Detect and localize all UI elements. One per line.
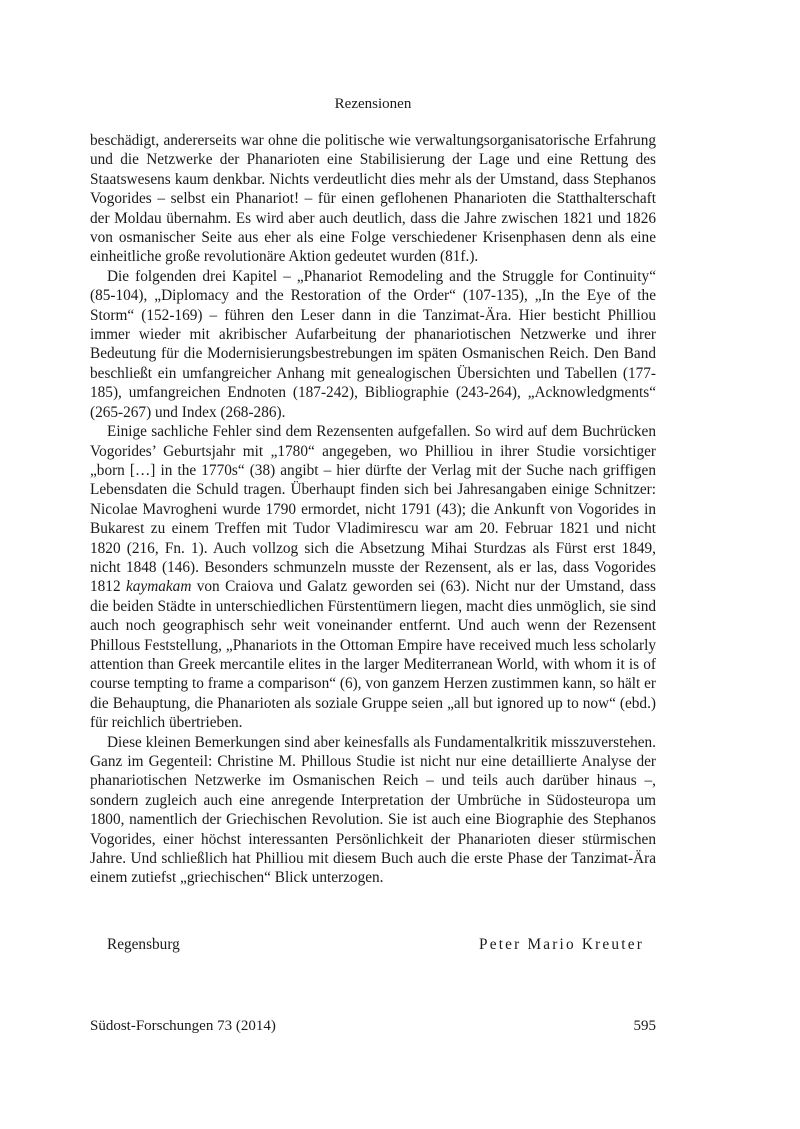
paragraph-2: Die folgenden drei Kapitel – „Phanariot Remodeling and the Struggle for Continuity“ (85-104), „Diplomacy and the Restoration of the Order“ (107-135), „In the Eye of the Storm“ (152-169) – führen den Leser dann in die Tanzimat-Ära. Hier besticht Philliou immer wieder mit akribischer Aufarbeitung der phanariotischen Netzwerke und ihrer Bedeutung für die Modernisierungsbestrebungen im späten Osmanischen Reich. Den Band beschließt ein umfangreicher Anhang mit genealogischen Übersichten und Tabellen (177-185), umfangreichen Endnoten (187-242), Bibliographie (243-264), „Acknowledgments“ (265-267) und Index (268-286).: [90, 267, 656, 421]
running-head: Rezensionen: [334, 96, 412, 112]
journal-citation: Südost-Forschungen 73 (2014): [90, 1018, 276, 1034]
paragraph-3: [90, 422, 656, 733]
page-number: 595: [633, 1018, 656, 1034]
signature-author: Peter Mario Kreuter: [479, 936, 644, 953]
signature-place: Regensburg: [107, 936, 180, 953]
review-body: [90, 131, 656, 888]
paragraph-3-text-b: von Craiova und Galatz geworden sei (63). Nicht nur der Umstand, dass die beiden Städte in unterschiedlichen Fürstentümern liegen, macht dies unmöglich, sie sind auch noch geographisch sehr weit voneinander entfernt. Und auch wenn der Rezensent Phillous Feststellung, „Phanariots in the Ottoman Empire have received much less scholarly attention than Greek mercantile elites in the larger Mediterranean World, with whom it is of course tempting to frame a comparison“ (6), von ganzem Herzen zustimmen kann, so hält er die Behauptung, die Phanarioten als soziale Gruppe seien „all but ignored up to now“ (ebd.) für reichlich übertrieben.: [90, 578, 656, 732]
paragraph-3-text-a: Einige sachliche Fehler sind dem Rezensenten aufgefallen. So wird auf dem Buchrücken Vogorides’ Geburtsjahr mit „1780“ angegeben, wo Philliou in ihrer Studie vorsichtiger „born […] in the 1770s“ (38) angibt – hier dürfte der Verlag mit der Suche nach griffigen Lebensdaten die Schuld tragen. Überhaupt finden sich bei Jahresangaben einige Schnitzer: Nicolae Mavrogheni wurde 1790 ermordet, nicht 1791 (43); die Ankunft von Vogorides in Bukarest zu einem Treffen mit Tudor Vladimirescu war am 20. Februar 1821 und nicht 1820 (216, Fn. 1). Auch vollzog sich die Absetzung Mihai Sturdzas als Fürst erst 1849, nicht 1848 (146). Besonders schmunzeln musste der Rezensent, als er las, dass Vogorides 1812: [90, 423, 656, 596]
paragraph-4: Diese kleinen Bemerkungen sind aber keinesfalls als Fundamentalkritik misszuverstehen. Ganz im Gegenteil: Christine M. Phillous Studie ist nicht nur eine detaillierte Analyse der phanariotischen Netzwerke im Osmanischen Reich – und teils auch darüber hinaus –, sondern zugleich auch eine anregende Interpretation der Umbrüche in Südosteuropa um 1800, namentlich der Griechischen Revolution. Sie ist auch eine Biographie des Stephanos Vogorides, einer höchst interessanten Persönlichkeit der Phanarioten dieser stürmischen Jahre. Und schließlich hat Philliou mit diesem Buch auch die erste Phase der Tanzimat-Ära einem zutiefst „griechischen“ Blick unterzogen.: [90, 733, 656, 887]
paragraph-1: beschädigt, andererseits war ohne die politische wie verwaltungsorganisatorische Erfahrung und die Netzwerke der Phanarioten eine Stabilisierung der Lage und eine Rettung des Staatswesens kaum denkbar. Nichts verdeutlicht dies mehr als der Umstand, dass Stephanos Vogorides – selbst ein Phanariot! – für einen geflohenen Phanarioten die Statthalterschaft der Moldau übernahm. Es wird aber auch deutlich, dass die Jahre zwischen 1821 und 1826 von osmanischer Seite aus eher als eine Folge verschiedener Krisenphasen denn als eine einheitliche große revolutionäre Aktion gedeutet wurden (81f.).: [90, 132, 656, 266]
italic-term: kaymakam: [125, 578, 192, 596]
